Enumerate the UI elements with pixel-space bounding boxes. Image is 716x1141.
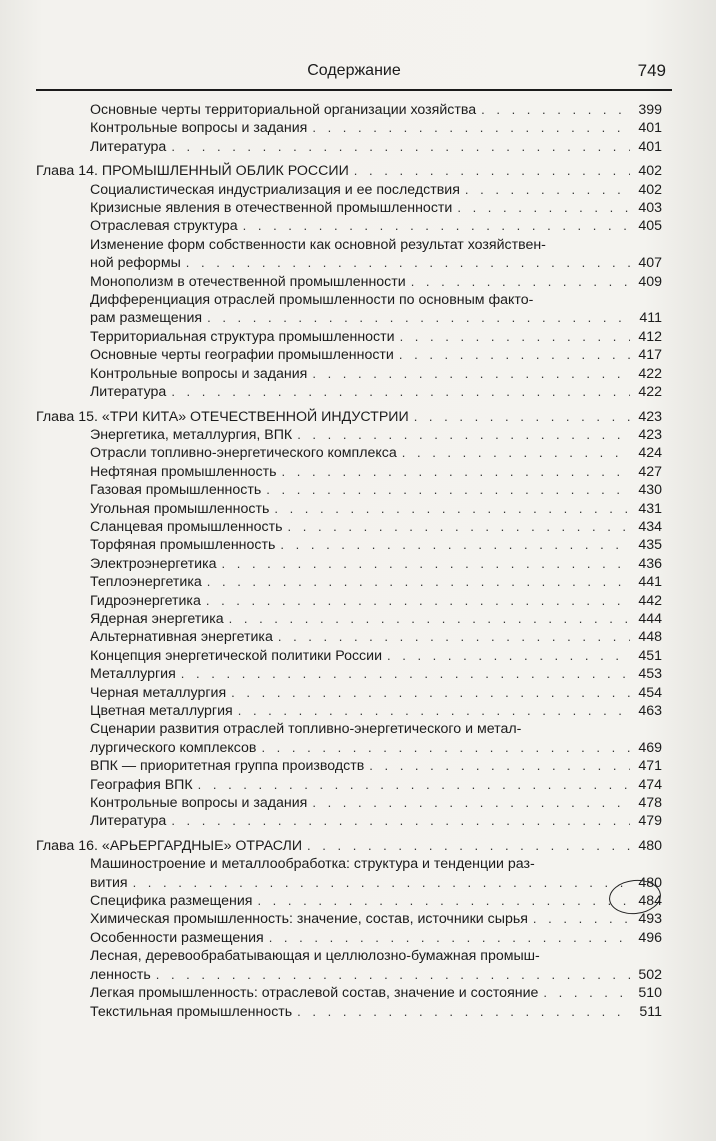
toc-entry-title: Цветная металлургия: [90, 703, 233, 719]
dot-leader: [229, 610, 630, 628]
toc-entry: [36, 346, 662, 364]
toc-entry-page: 401: [638, 120, 662, 137]
toc-entry-page: 431: [638, 500, 662, 517]
toc-entry-page: 422: [638, 384, 662, 401]
toc-entry-title: Контрольные вопросы и задания: [90, 795, 308, 812]
toc-entry-title: Энергетика, металлургия, ВПК: [90, 426, 293, 443]
toc-entry-title: Специфика размещения: [90, 893, 253, 910]
dot-leader: [186, 254, 630, 272]
dot-leader: [312, 119, 630, 137]
toc-chapter-block: [36, 101, 662, 156]
dot-leader: [282, 463, 630, 481]
toc-entry-page: 407: [638, 255, 662, 272]
dot-leader: [222, 555, 630, 573]
dot-leader: [400, 328, 630, 346]
toc-entry-title: Литература: [90, 138, 167, 155]
toc-entry-title: Территориальная структура промышленности: [90, 328, 395, 345]
toc-chapter-block: [36, 408, 662, 831]
toc-entry-page: 412: [638, 328, 662, 345]
toc-entry-title: Ядерная энергетика: [90, 610, 224, 627]
dot-leader: [543, 984, 630, 1002]
toc-entry: [36, 328, 662, 346]
toc-entry-first-line: Изменение форм собственности как основной результат хозяйствен-: [90, 236, 546, 253]
dot-leader: [354, 162, 630, 180]
dot-leader: [307, 837, 630, 855]
toc-entry-page: 403: [638, 200, 662, 217]
dot-leader: [399, 346, 630, 364]
dot-leader: [207, 309, 630, 327]
chapter-title: Глава 15. «ТРИ КИТА» ОТЕЧЕСТВЕННОЙ ИНДУСТРИИ: [36, 408, 409, 425]
toc-entry-page: 480: [638, 874, 662, 891]
dot-leader: [297, 426, 630, 444]
toc-entry-title: ВПК — приоритетная группа производств: [90, 758, 365, 775]
dot-leader: [465, 181, 630, 199]
chapter-page: 402: [638, 163, 662, 180]
toc-entry-page: 436: [638, 555, 662, 572]
chapter-page: 423: [638, 408, 662, 425]
toc-entry-title: вития: [90, 874, 128, 891]
toc-entry: [36, 426, 662, 444]
dot-leader: [238, 702, 630, 720]
toc-entry-title: Сланцевая промышленность: [90, 518, 283, 535]
dot-leader: [171, 383, 630, 401]
toc-entry-title: лургического комплексов: [90, 739, 257, 756]
toc-entry-first-line: Дифференциация отраслей промышленности по основным факто-: [90, 292, 534, 309]
toc-entry-page: 479: [638, 813, 662, 830]
toc-entry-page: 434: [638, 518, 662, 535]
toc-entry-title: Электроэнергетика: [90, 555, 217, 572]
toc-entry-title: Газовая промышленность: [90, 482, 262, 499]
toc-entry-page: 484: [638, 893, 662, 910]
toc-entry-title: Альтернативная энергетика: [90, 629, 273, 646]
dot-leader: [414, 408, 630, 426]
toc-entry: [36, 138, 662, 156]
toc-entry-title: Кризисные явления в отечественной промышленности: [90, 200, 453, 217]
toc-entry-title: Угольная промышленность: [90, 500, 270, 517]
toc-entry: [36, 966, 662, 984]
toc-entry: [36, 984, 662, 1002]
toc-entry: [36, 794, 662, 812]
toc-entry-title: Монополизм в отечественной промышленности: [90, 273, 406, 290]
toc-entry: [36, 910, 662, 928]
dot-leader: [269, 929, 630, 947]
dot-leader: [261, 739, 630, 757]
toc-entry-title: Литература: [90, 813, 167, 830]
toc-entry-page: 478: [638, 795, 662, 812]
page-number: 749: [637, 61, 666, 80]
toc-entry-page: 448: [638, 629, 662, 646]
dot-leader: [312, 365, 630, 383]
toc-entry-title: География ВПК: [90, 776, 193, 793]
toc-chapter-block: [36, 837, 662, 1021]
dot-leader: [369, 757, 630, 775]
toc-entry-page: 471: [638, 758, 662, 775]
toc-entry-title: Отрасли топливно-энергетического комплекса: [90, 445, 397, 462]
dot-leader: [171, 812, 630, 830]
chapter-page: 480: [638, 837, 662, 854]
toc-entry: [36, 776, 662, 794]
toc-entry-page: 463: [638, 703, 662, 719]
toc-entry-first-line: Сценарии развития отраслей топливно-энергетического и метал-: [90, 721, 522, 738]
toc-entry-page: 510: [638, 985, 662, 1002]
chapter-heading: [36, 408, 662, 426]
toc-entry: [36, 383, 662, 401]
dot-leader: [278, 628, 630, 646]
toc-entry-page: 427: [638, 463, 662, 480]
chapter-heading: [36, 162, 662, 180]
toc-entry-title: Основные черты территориальной организации хозяйства: [90, 102, 477, 118]
toc-entry-page: 441: [638, 574, 662, 591]
running-header: [36, 58, 672, 86]
dot-leader: [206, 592, 630, 610]
toc-entry-page: 442: [638, 592, 662, 609]
toc-entry-title: Основные черты географии промышленности: [90, 347, 394, 364]
dot-leader: [156, 966, 630, 984]
toc-entry: [36, 500, 662, 518]
dot-leader: [411, 273, 630, 291]
toc-entry-title: Контрольные вопросы и задания: [90, 120, 308, 137]
toc-entry-page: 435: [638, 537, 662, 554]
dot-leader: [533, 910, 630, 928]
toc-entry: [36, 628, 662, 646]
toc-entry: [36, 181, 662, 199]
toc-entry: [36, 481, 662, 499]
toc-entry-page: 474: [638, 776, 662, 793]
toc-entry-page: 451: [638, 647, 662, 664]
toc-entry: [36, 610, 662, 628]
toc-entry: [36, 217, 662, 235]
toc-entry: [36, 1003, 662, 1021]
chapter-title: Глава 14. ПРОМЫШЛЕННЫЙ ОБЛИК РОССИИ: [36, 163, 349, 180]
header-rule: [36, 89, 672, 91]
toc-entry-title: ленность: [90, 966, 151, 983]
toc-entry: [36, 647, 662, 665]
dot-leader: [288, 518, 630, 536]
toc-entry: [36, 757, 662, 775]
toc-entry-page: 444: [638, 610, 662, 627]
toc-entry: [36, 463, 662, 481]
dot-leader: [457, 199, 630, 217]
dot-leader: [266, 481, 630, 499]
toc-entry: [36, 444, 662, 462]
toc-entry-title: Литература: [90, 384, 167, 401]
dot-leader: [243, 217, 630, 235]
chapter-title: Глава 16. «АРЬЕРГАРДНЫЕ» ОТРАСЛИ: [36, 837, 303, 854]
toc-entry-title: Текстильная промышленность: [90, 1003, 293, 1020]
toc-entry-first-line: Лесная, деревообрабатывающая и целлюлозно-бумажная промыш-: [90, 948, 540, 965]
toc-entry-page: 454: [638, 684, 662, 701]
toc-entry-title: Особенности размещения: [90, 929, 264, 946]
dot-leader: [198, 776, 630, 794]
toc-entry-page: 496: [638, 929, 662, 946]
toc-entry: [36, 874, 662, 892]
toc-entry-title: Черная металлургия: [90, 684, 227, 701]
toc-entry-page: 402: [638, 181, 662, 198]
toc-entry-title: Нефтяная промышленность: [90, 463, 277, 480]
toc-entry-title: Химическая промышленность: значение, состав, источники сырья: [90, 911, 528, 928]
toc-entry-page: 493: [638, 911, 662, 928]
toc-entry: [36, 929, 662, 947]
toc-chapter-block: [36, 162, 662, 401]
toc-entry-page: 422: [638, 365, 662, 382]
toc-entry: [36, 555, 662, 573]
toc-entry-page: 409: [638, 273, 662, 290]
toc-entry-title: Теплоэнергетика: [90, 574, 202, 591]
dot-leader: [207, 573, 630, 591]
toc-entry-page: 401: [638, 138, 662, 155]
table-of-contents: [36, 101, 662, 1027]
toc-entry-title: Металлургия: [90, 666, 176, 683]
toc-entry-page: 417: [638, 347, 662, 364]
dot-leader: [297, 1003, 630, 1021]
dot-leader: [387, 647, 630, 665]
toc-entry-title: Легкая промышленность: отраслевой состав, значение и состояние: [90, 985, 539, 1002]
toc-entry-page: 430: [638, 482, 662, 499]
toc-entry: [36, 119, 662, 137]
toc-entry-title: Гидроэнергетика: [90, 592, 201, 609]
running-title: Содержание: [307, 62, 401, 79]
dot-leader: [231, 684, 630, 702]
toc-entry-page: 453: [638, 666, 662, 683]
toc-entry: [36, 702, 662, 720]
toc-entry-title: ной реформы: [90, 255, 181, 272]
dot-leader: [257, 892, 630, 910]
toc-entry: [36, 684, 662, 702]
toc-entry-page: 399: [638, 102, 662, 118]
toc-entry: [36, 892, 662, 910]
dot-leader: [171, 138, 630, 156]
toc-entry-page: 502: [638, 966, 662, 983]
dot-leader: [181, 665, 630, 683]
toc-entry: [36, 365, 662, 383]
toc-entry-page: 469: [638, 739, 662, 756]
toc-entry: [36, 101, 662, 119]
toc-entry-title: Торфяная промышленность: [90, 537, 276, 554]
toc-entry: [36, 273, 662, 291]
dot-leader: [133, 874, 630, 892]
toc-entry-title: Отраслевая структура: [90, 218, 238, 235]
toc-entry: [36, 254, 662, 272]
toc-entry: [36, 518, 662, 536]
toc-entry: [36, 309, 662, 327]
toc-entry-title: Социалистическая индустриализация и ее последствия: [90, 181, 460, 198]
dot-leader: [312, 794, 630, 812]
toc-entry-title: Концепция энергетической политики России: [90, 647, 382, 664]
toc-entry: [36, 739, 662, 757]
toc-entry-title: Контрольные вопросы и задания: [90, 365, 308, 382]
toc-entry: [36, 812, 662, 830]
toc-entry-page: 511: [639, 1003, 662, 1020]
toc-entry: [36, 536, 662, 554]
toc-entry-page: 405: [638, 218, 662, 235]
toc-entry: [36, 573, 662, 591]
toc-entry-page: 424: [638, 445, 662, 462]
toc-entry-page: 411: [639, 310, 662, 327]
chapter-heading: [36, 837, 662, 855]
dot-leader: [402, 444, 630, 462]
dot-leader: [274, 500, 630, 518]
toc-entry-first-line: Машиностроение и металлообработка: структура и тенденции раз-: [90, 856, 535, 873]
dot-leader: [481, 101, 630, 119]
toc-entry-page: 423: [638, 426, 662, 443]
toc-entry: [36, 592, 662, 610]
toc-entry-title: рам размещения: [90, 310, 203, 327]
toc-entry: [36, 665, 662, 683]
dot-leader: [280, 536, 630, 554]
toc-entry: [36, 199, 662, 217]
